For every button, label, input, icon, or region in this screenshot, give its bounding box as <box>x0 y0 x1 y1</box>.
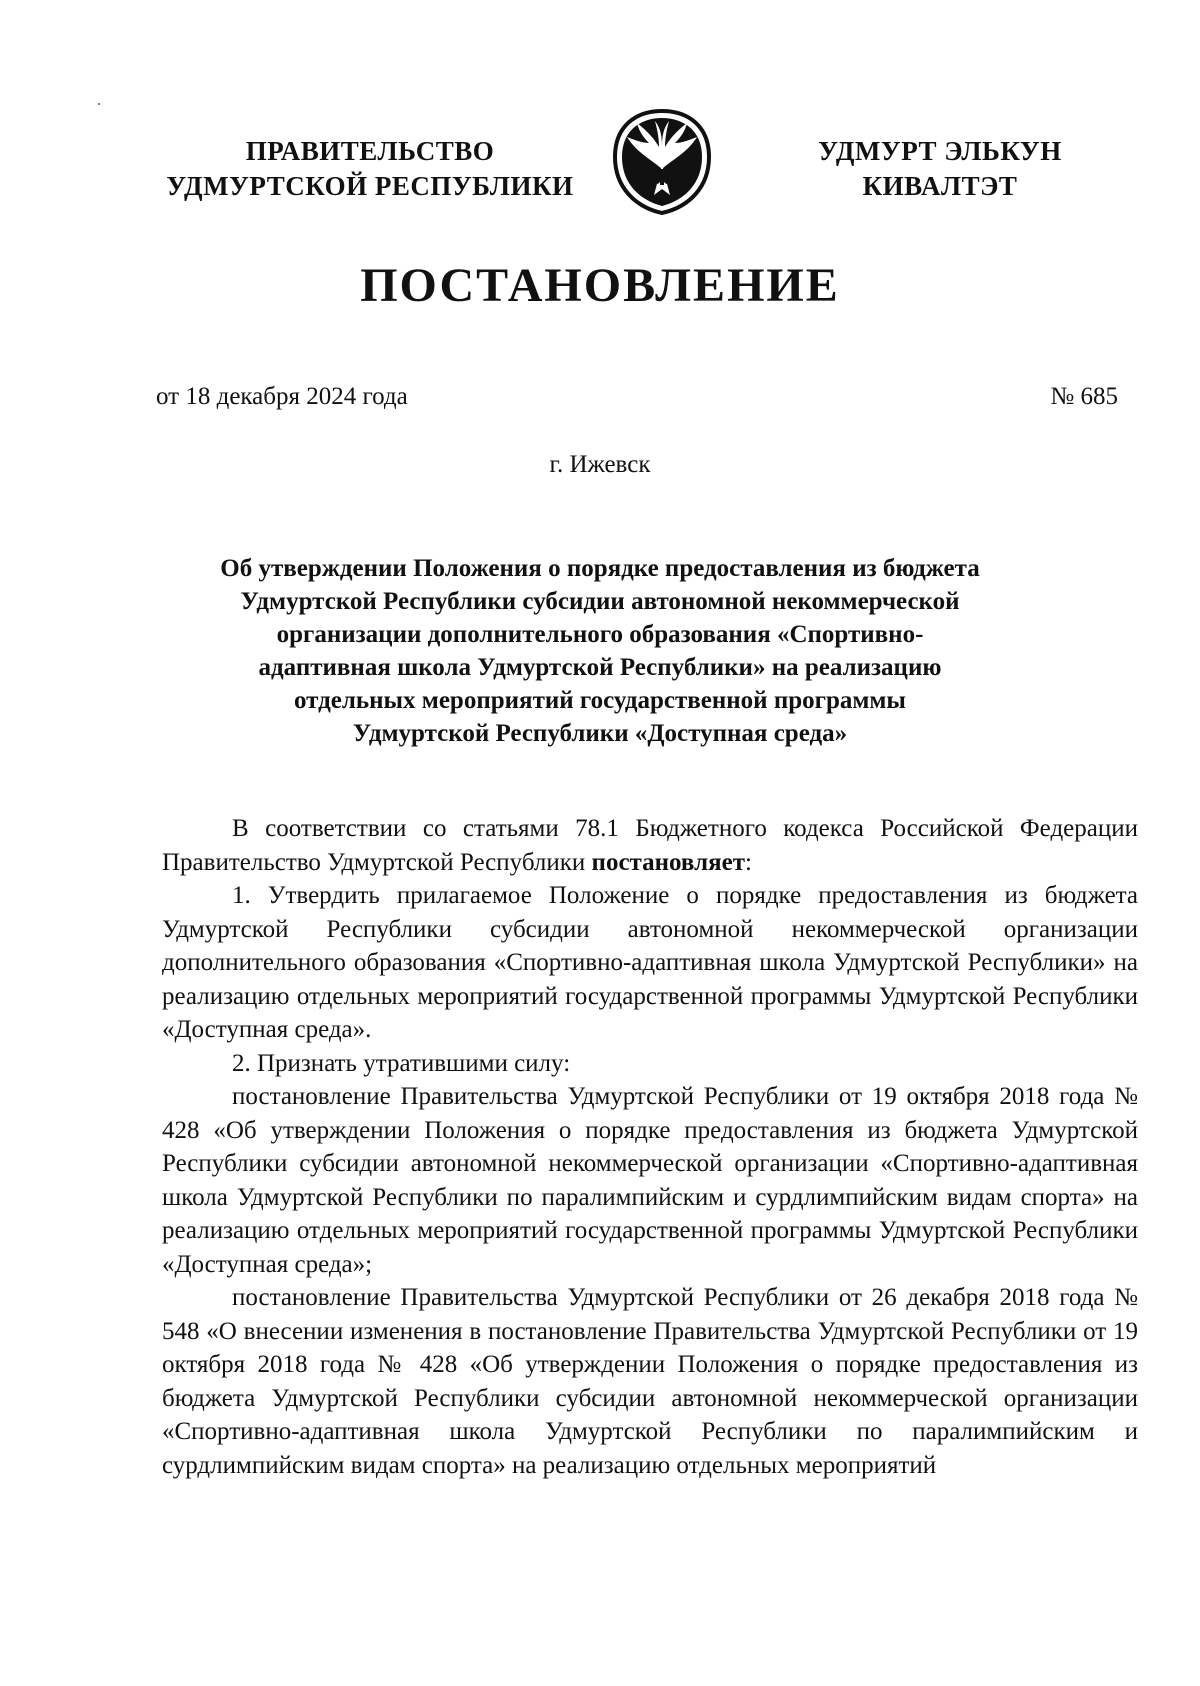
preamble-text: В соответствии со статьями 78.1 Бюджетного кодекса Российской Федерации Правительство Удмуртской Республики <box>162 815 1138 876</box>
preamble-colon: : <box>745 848 752 876</box>
document-city: г. Ижевск <box>549 451 651 478</box>
item-2-paragraph: 2. Признать утратившими силу: <box>232 1049 571 1077</box>
title-line: адаптивная школа Удмуртской Республики» на реализацию <box>258 654 942 681</box>
document-number: № 685 <box>1050 383 1118 410</box>
document-body <box>162 812 1138 1482</box>
item-2-subitem-a: постановление Правительства Удмуртской Республики от 19 октября 2018 года № 428 «Об утверждении Положения о порядке предоставления из бюджета Удмуртской Республики субсидии автономной некоммерческой организации «Спортивно-адаптивная школа Удмуртской Республики по паралимпийским и сурдлимпийским видам спорта» на реализацию отдельных мероприятий государственной программы Удмуртской Республики «Доступная среда»; <box>162 1083 1138 1278</box>
government-name-russian <box>150 134 590 204</box>
title-line: Удмуртской Республики субсидии автономной некоммерческой <box>240 588 960 615</box>
header-right-line1: УДМУРТ ЭЛЬКУН <box>818 136 1062 166</box>
scan-speck <box>98 103 100 105</box>
title-line: Удмуртской Республики «Доступная среда» <box>352 720 848 747</box>
header-right-line2: КИВАЛТЭТ <box>862 171 1018 201</box>
header-left-line1: ПРАВИТЕЛЬСТВО <box>245 136 495 166</box>
header-left-line2: УДМУРТСКОЙ РЕСПУБЛИКИ <box>166 171 574 201</box>
preamble-bold-verb: постановляет <box>591 848 746 876</box>
document-date: от 18 декабря 2024 года <box>156 383 408 410</box>
preamble-paragraph <box>162 812 1138 879</box>
coat-of-arms-icon <box>607 107 717 217</box>
document-title <box>160 552 1040 750</box>
title-line: Об утверждении Положения о порядке предоставления из бюджета <box>220 555 980 582</box>
title-line: отдельных мероприятий государственной программы <box>294 687 906 714</box>
item-2-subitem-b: постановление Правительства Удмуртской Республики от 26 декабря 2018 года № 548 «О внесении изменения в постановление Правительства Удмуртской Республики от 19 октября 2018 года № 428 «Об утверждении Положения о порядке предоставления из бюджета Удмуртской Республики субсидии автономной некоммерческой организации «Спортивно-адаптивная школа Удмуртской Республики по паралимпийским и сурдлимпийским видам спорта» на реализацию отдельных мероприятий <box>162 1284 1138 1479</box>
government-name-udmurt <box>790 134 1090 204</box>
document-type-heading: ПОСТАНОВЛЕНИЕ <box>360 259 840 312</box>
title-line: организации дополнительного образования «Спортивно- <box>276 621 924 648</box>
item-1-paragraph: 1. Утвердить прилагаемое Положение о порядке предоставления из бюджета Удмуртской Республики субсидии автономной некоммерческой организации дополнительного образования «Спортивно-адаптивная школа Удмуртской Республики» на реализацию отдельных мероприятий государственной программы Удмуртской Республики «Доступная среда». <box>162 882 1138 1043</box>
